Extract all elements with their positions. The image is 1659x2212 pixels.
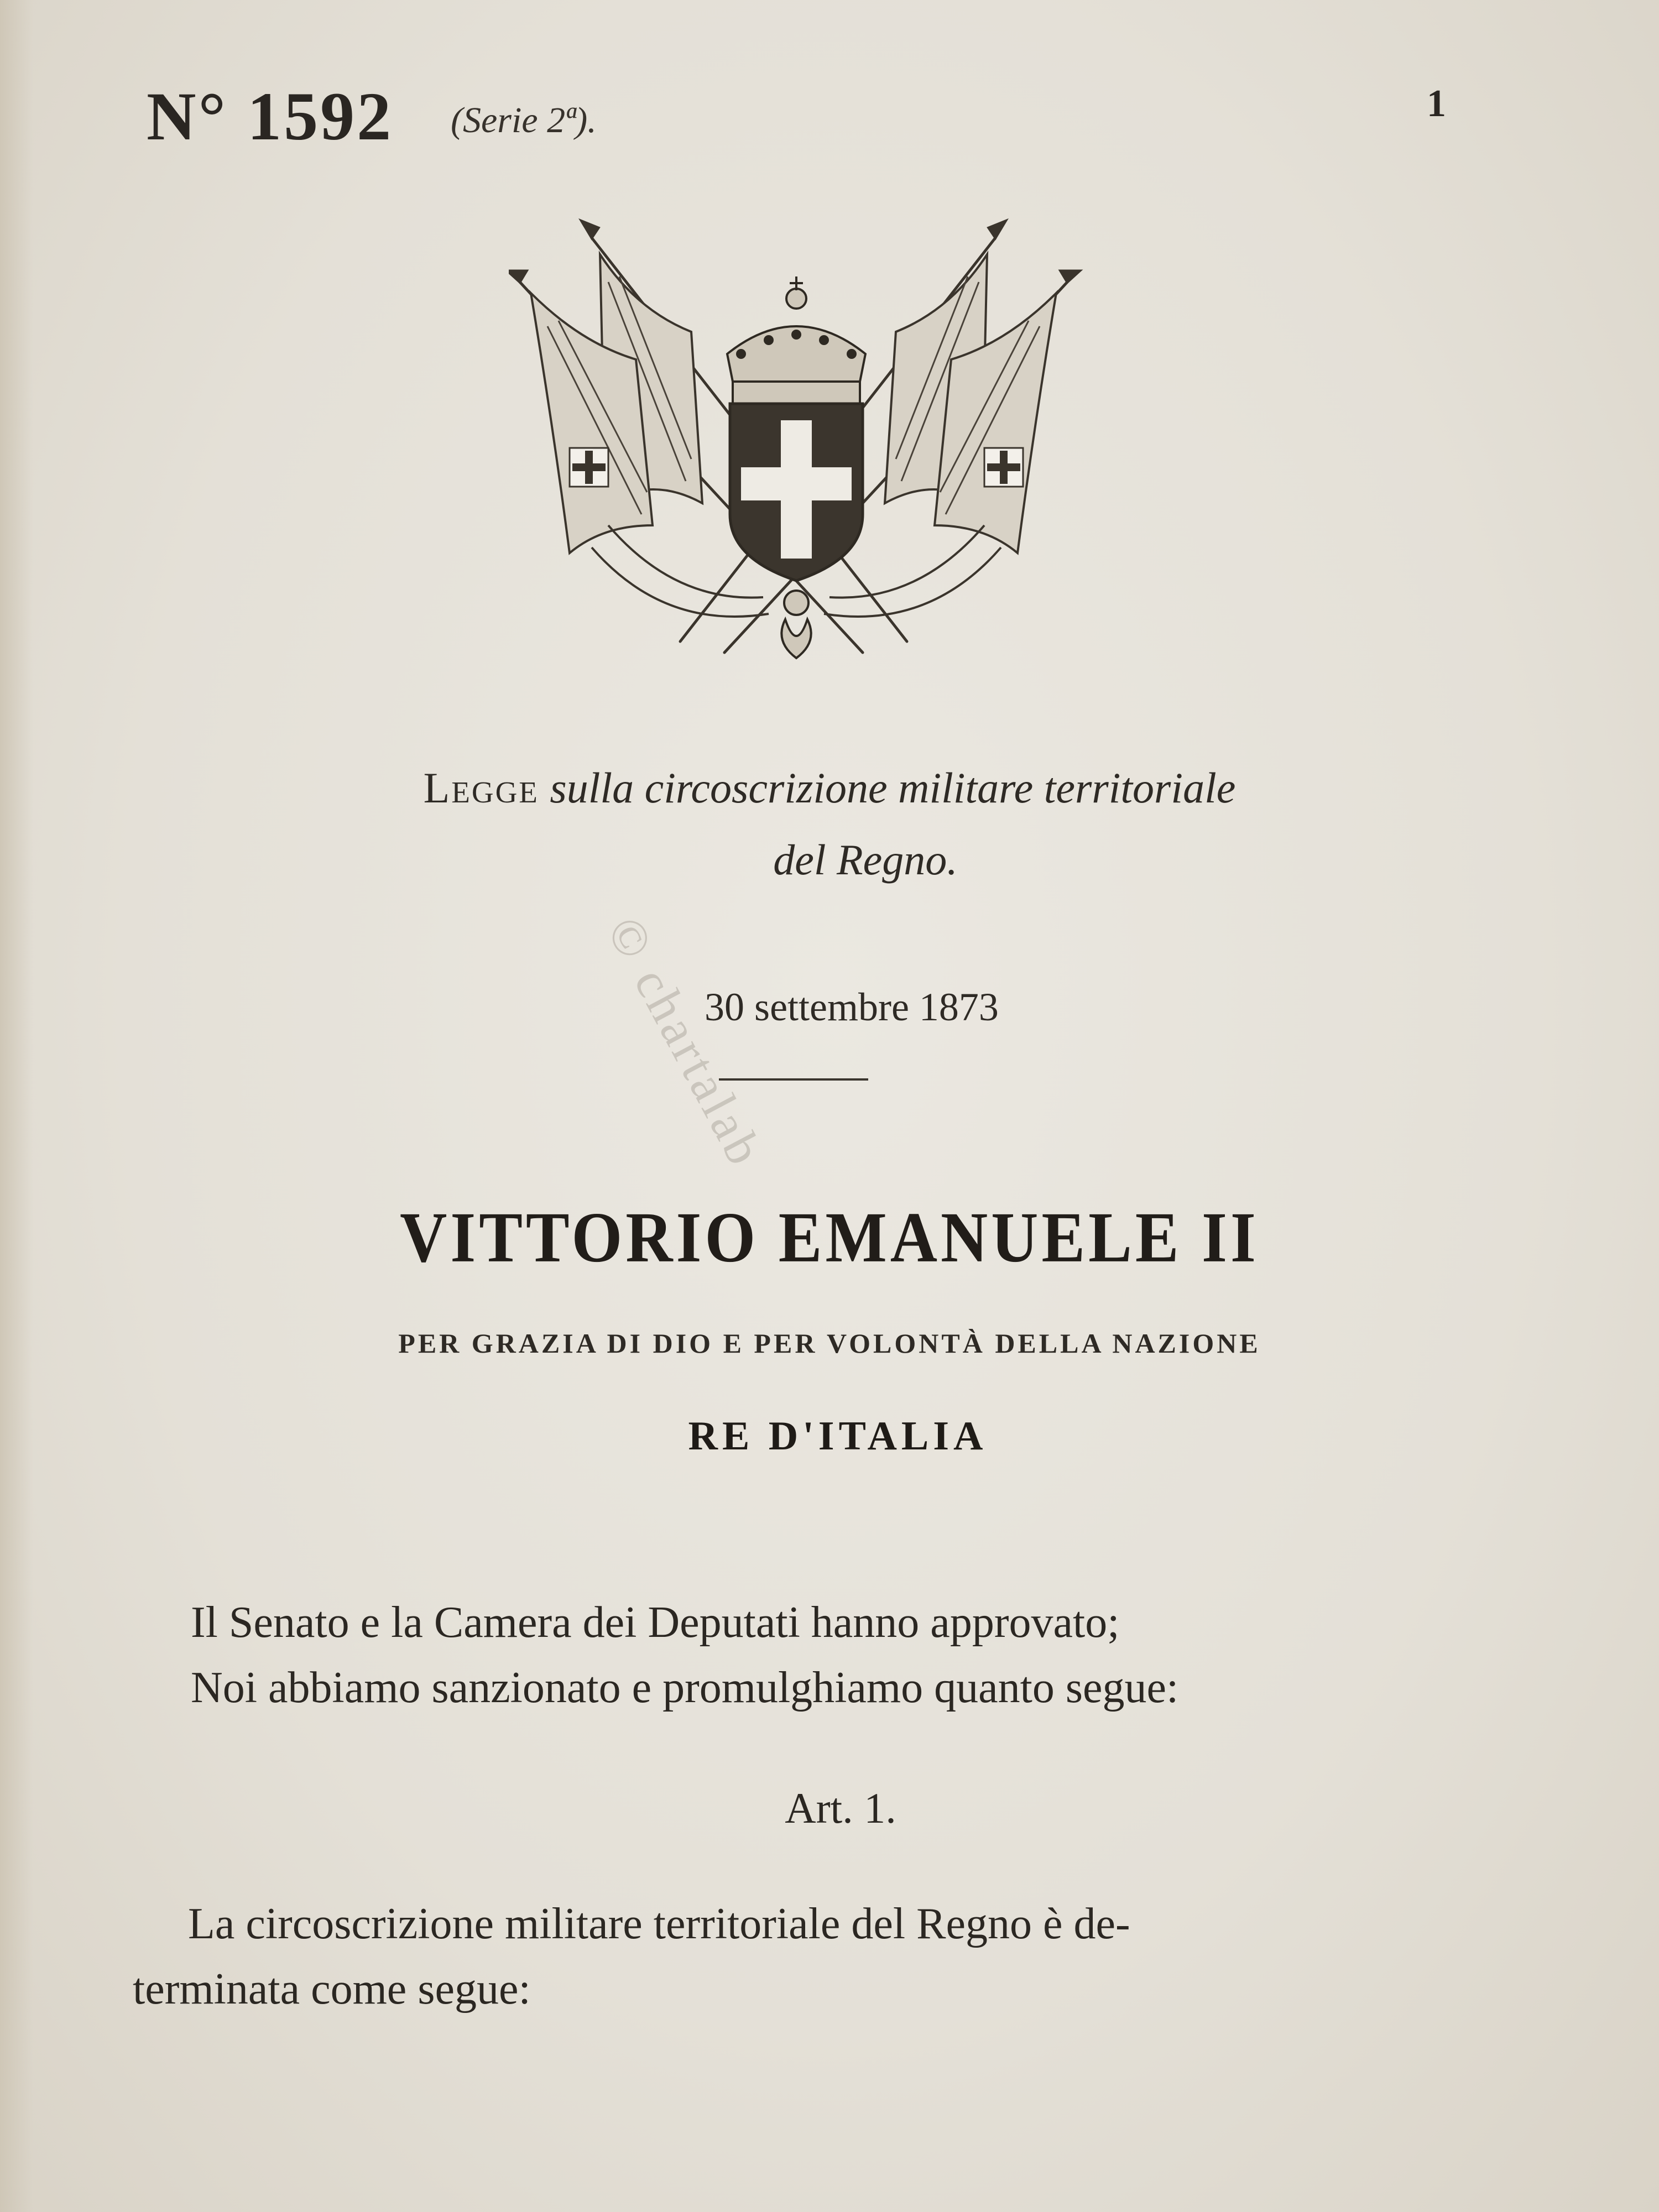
article-line-2: terminata come segue: (133, 1965, 531, 2013)
enactment-line-1: Il Senato e la Camera dei Deputati hanno approvato; (191, 1598, 1120, 1647)
law-title-line-1 (0, 763, 1659, 813)
sovereign-name: VITTORIO EMANUELE II (400, 1197, 1259, 1277)
enactment-line-2: Noi abbiamo sanzionato e promulghiamo quanto segue: (191, 1663, 1179, 1712)
paper-edge-stain (0, 0, 33, 2212)
law-title-prefix: Legge (423, 764, 539, 812)
savoy-coat-of-arms-with-flags-icon (509, 216, 1084, 669)
article-body (133, 1891, 1130, 2022)
sovereign-grace-formula: PER GRAZIA DI DIO E PER VOLONTÀ DELLA NAZIONE (398, 1328, 1261, 1359)
page-number: 1 (1427, 82, 1446, 125)
law-title-line-2: del Regno. (773, 836, 958, 884)
article-heading: Art. 1. (785, 1784, 896, 1832)
copyright-watermark: © chartalab (596, 907, 775, 1176)
law-date: 30 settembre 1873 (705, 985, 999, 1029)
sovereign-title: RE D'ITALIA (688, 1413, 988, 1459)
article-line-1: La circoscrizione militare territoriale del Regno è de- (188, 1900, 1130, 1948)
law-number: N° 1592 (147, 79, 394, 154)
series-label: (Serie 2ª). (451, 100, 597, 140)
divider-rule (719, 1078, 868, 1081)
law-title-text: sulla circoscrizione militare territoriale (550, 764, 1236, 812)
enactment-clause (191, 1590, 1178, 1720)
